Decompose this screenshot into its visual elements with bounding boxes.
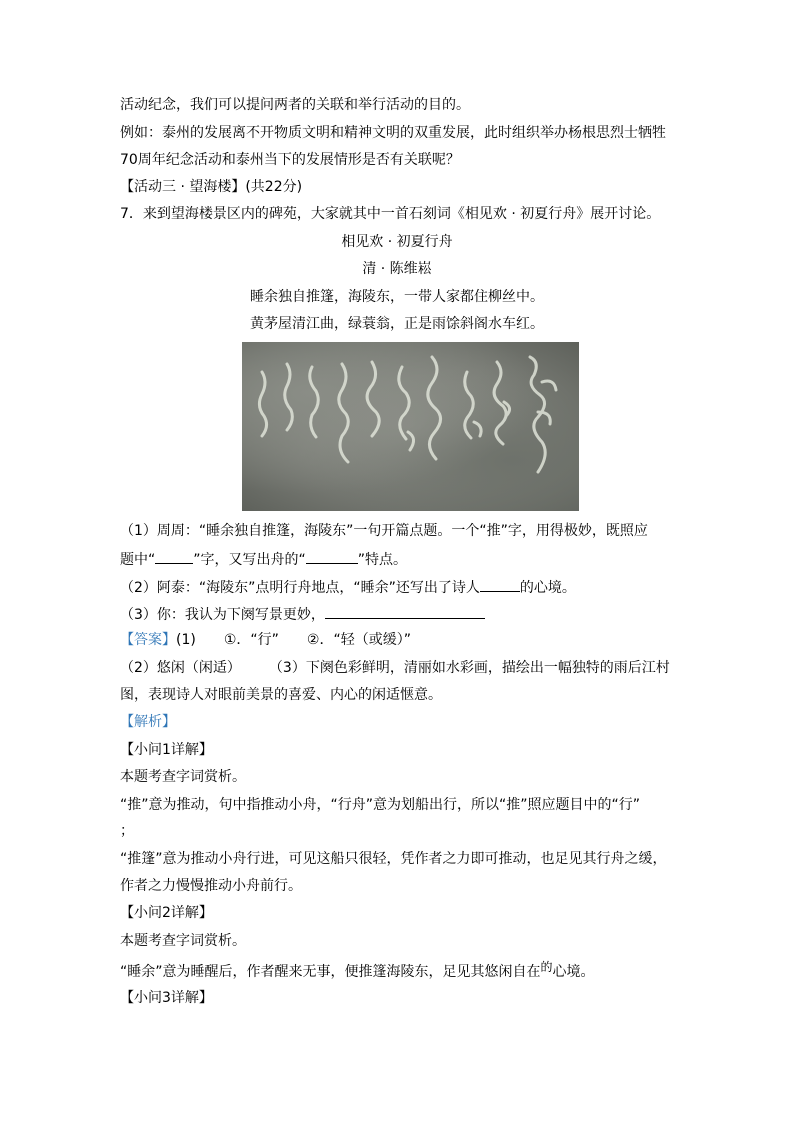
analysis-text: “推”意为推动，句中指推动小舟，“行舟”意为划船出行，所以“推”照应题目中的“行” <box>120 797 641 813</box>
calligraphy-stone-rubbing-icon <box>242 342 579 511</box>
poem-line: 睡余独自推篷，海陵东，一带人家都住柳丝中。 <box>250 289 544 305</box>
answer-blank[interactable] <box>306 550 358 564</box>
text-line: 70周年纪念活动和泰州当下的发展情形是否有关联呢？ <box>120 152 460 168</box>
text-fragment: ”字，又写出舟的“ <box>193 552 306 568</box>
question-7-stem: 7．来到望海楼景区内的碑苑，大家就其中一首石刻词《相见欢 · 初夏行舟》展开讨论。 <box>120 206 661 222</box>
question-7-part-2 <box>120 578 576 596</box>
text-fragment: （2）阿泰：“海陵东”点明行舟地点，“睡余”还写出了诗人 <box>120 580 480 596</box>
text-line: 例如：泰州的发展离不开物质文明和精神文明的双重发展，此时组织举办杨根思烈士牺牲 <box>120 125 666 141</box>
sub-question-heading: 【小问2详解】 <box>120 905 213 921</box>
poem-line: 黄茅屋清江曲，绿蓑翁，正是雨馀斜阁水车红。 <box>250 316 544 332</box>
question-7-part-1-cont <box>120 550 407 568</box>
text-fragment: 题中“ <box>120 552 156 568</box>
answer-line: 图，表现诗人对眼前美景的喜爱、内心的闲适惬意。 <box>120 687 442 703</box>
answer-blank[interactable] <box>480 578 520 592</box>
answer-line: （2）悠闲（闲适） （3）下阕色彩鲜明，清丽如水彩画，描绘出一幅独特的雨后江村 <box>120 660 670 676</box>
section-heading: 【活动三 · 望海楼】(共22分) <box>120 179 303 195</box>
analysis-text: 本题考查字词赏析。 <box>120 769 246 785</box>
text-line: 活动纪念，我们可以提问两者的关联和举行活动的目的。 <box>120 97 470 113</box>
poem-author: 清 · 陈维崧 <box>362 261 432 277</box>
analysis-text: 作者之力慢慢推动小舟前行。 <box>120 878 302 894</box>
analysis-text: ； <box>120 823 134 839</box>
question-7-part-3 <box>120 605 485 623</box>
answer-text: (1) ①．“行” ②．“轻（或缓）” <box>176 632 411 648</box>
analysis-text: 本题考查字词赏析。 <box>120 933 246 949</box>
sub-question-heading: 【小问3详解】 <box>120 990 213 1006</box>
analysis-text <box>120 960 595 980</box>
text-fragment: “睡余”意为睡醒后，作者醒来无事，便推篷海陵东，足见其悠闲自在 <box>120 964 541 980</box>
text-fragment: 心境。 <box>552 964 595 980</box>
analysis-text: “推篷”意为推动小舟行进，可见这船只很轻，凭作者之力即可推动，也足见其行舟之缓， <box>120 851 667 867</box>
question-7-part-1: （1）周周：“睡余独自推篷，海陵东”一句开篇点题。一个“推”字，用得极妙，既照应 <box>120 523 648 539</box>
answer-line <box>120 632 411 648</box>
text-fragment: 的 <box>540 960 553 974</box>
sub-question-heading: 【小问1详解】 <box>120 742 213 758</box>
answer-label: 【答案】 <box>120 632 176 648</box>
text-fragment: ”特点。 <box>357 552 408 568</box>
text-fragment: （3）你：我认为下阕写景更妙， <box>120 607 325 623</box>
poem-title: 相见欢 · 初夏行舟 <box>341 234 453 250</box>
text-fragment: 的心境。 <box>519 580 576 596</box>
answer-blank[interactable] <box>155 550 193 564</box>
analysis-label: 【解析】 <box>120 714 176 730</box>
answer-blank[interactable] <box>325 605 485 619</box>
